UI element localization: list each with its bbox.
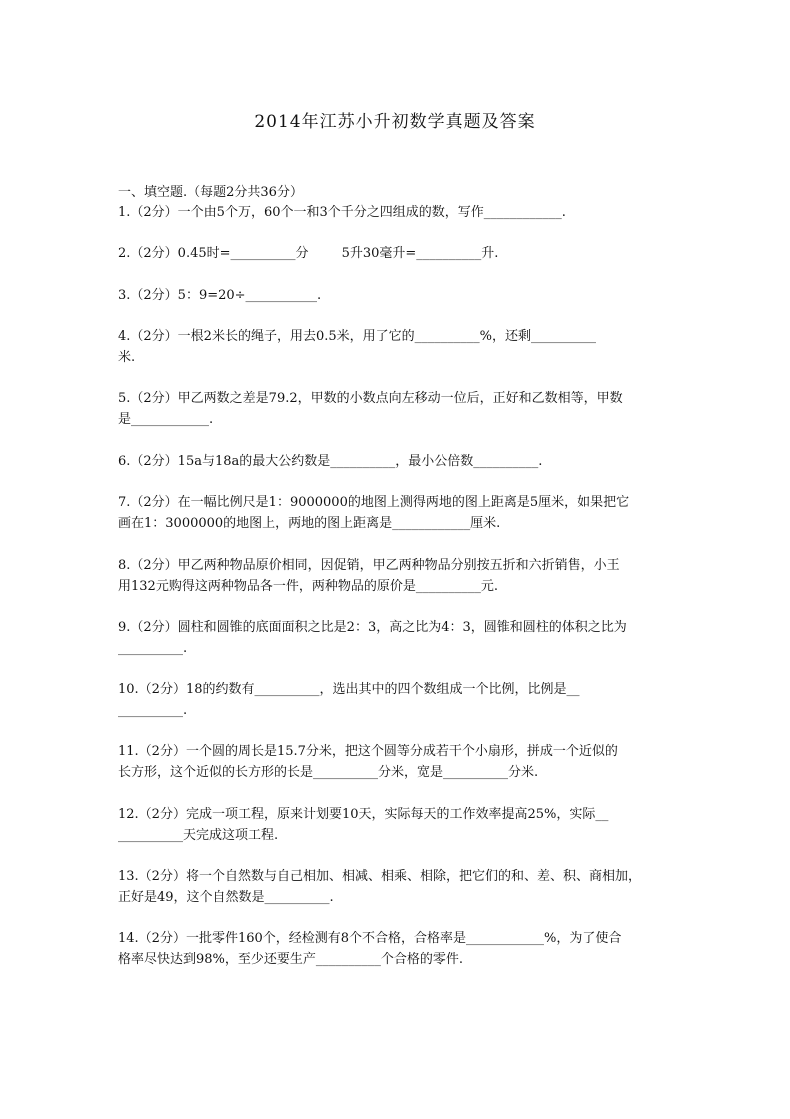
section-heading: 一、填空题.（每题2分共36分） <box>118 185 303 200</box>
question-10: 10.（2分）18的约数有__________，选出其中的四个数组成一个比例，比例是__ __________. <box>118 682 580 718</box>
question-14: 14.（2分）一批零件160个，经检测有8个不合格，合格率是____________%，为了使合 格率尽快达到98%，至少还要生产__________个合格的零件. <box>118 931 622 967</box>
question-5: 5.（2分）甲乙两数之差是79.2，甲数的小数点向左移动一位后，正好和乙数相等，甲数 是____________. <box>118 391 623 427</box>
question-9: 9.（2分）圆柱和圆锥的底面面积之比是2：3，高之比为4：3，圆锥和圆柱的体积之比为 __________. <box>118 620 627 656</box>
question-4: 4.（2分）一根2米长的绳子，用去0.5米，用了它的__________%，还剩__________ 米. <box>118 329 596 365</box>
question-11: 11.（2分）一个圆的周长是15.7分米，把这个圆等分成若干个小扇形，拼成一个近似的 长方形，这个近似的长方形的长是__________分米，宽是__________分米. <box>118 744 618 780</box>
question-13: 13.（2分）将一个自然数与自己相加、相减、相乘、相除，把它们的和、差、积、商相加， 正好是49，这个自然数是__________. <box>118 869 641 905</box>
question-3: 3.（2分）5：9=20÷___________. <box>118 288 322 303</box>
question-12: 12.（2分）完成一项工程，原来计划要10天，实际每天的工作效率提高25%，实际__ __________天完成这项工程. <box>118 807 609 843</box>
question-7: 7.（2分）在一幅比例尺是1：9000000的地图上测得两地的图上距离是5厘米，如果把它 画在1：3000000的地图上，两地的图上距离是____________厘米. <box>118 495 630 531</box>
question-1: 1.（2分）一个由5个万，60个一和3个千分之四组成的数，写作____________. <box>118 205 566 220</box>
question-6: 6.（2分）15a与18a的最大公约数是__________，最小公倍数__________. <box>118 454 543 469</box>
question-8: 8.（2分）甲乙两种物品原价相同，因促销，甲乙两种物品分别按五折和六折销售，小王 用132元购得这两种物品各一件，两种物品的原价是__________元. <box>118 558 620 594</box>
page-title: 2014年江苏小升初数学真题及答案 <box>254 112 536 132</box>
question-2: 2.（2分）0.45时=__________分 5升30毫升=__________升. <box>118 246 499 261</box>
